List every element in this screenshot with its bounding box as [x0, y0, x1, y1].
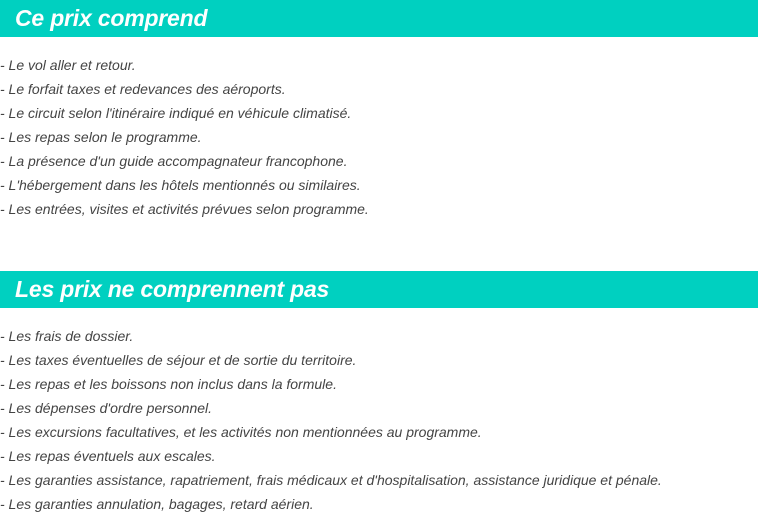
list-item: - Les taxes éventuelles de séjour et de sortie du territoire.	[0, 352, 357, 368]
list-item: - Les repas et les boissons non inclus dans la formule.	[0, 376, 337, 392]
included-section-header	[0, 0, 758, 37]
excluded-section-title: Les prix ne comprennent pas	[15, 276, 330, 302]
list-item: - Les dépenses d'ordre personnel.	[0, 400, 213, 416]
excluded-section-header	[0, 271, 758, 308]
list-item: - Les garanties annulation, bagages, retard aérien.	[0, 496, 314, 512]
excluded-items-list	[0, 324, 662, 516]
list-item: - L'hébergement dans les hôtels mentionnés ou similaires.	[0, 177, 361, 193]
included-section-title: Ce prix comprend	[15, 5, 208, 31]
list-item: - Les garanties assistance, rapatriement, frais médicaux et d'hospitalisation, assistance juridique et pénale.	[0, 472, 662, 488]
list-item: - Les repas éventuels aux escales.	[0, 448, 216, 464]
list-item: - Les excursions facultatives, et les activités non mentionnées au programme.	[0, 424, 482, 440]
list-item: - Les entrées, visites et activités prévues selon programme.	[0, 201, 369, 217]
list-item: - Les frais de dossier.	[0, 328, 134, 344]
list-item: - Les repas selon le programme.	[0, 129, 202, 145]
list-item: - Le vol aller et retour.	[0, 57, 136, 73]
list-item: - La présence d'un guide accompagnateur francophone.	[0, 153, 348, 169]
included-items-list	[0, 53, 369, 221]
list-item: - Le forfait taxes et redevances des aéroports.	[0, 81, 286, 97]
list-item: - Le circuit selon l'itinéraire indiqué en véhicule climatisé.	[0, 105, 352, 121]
